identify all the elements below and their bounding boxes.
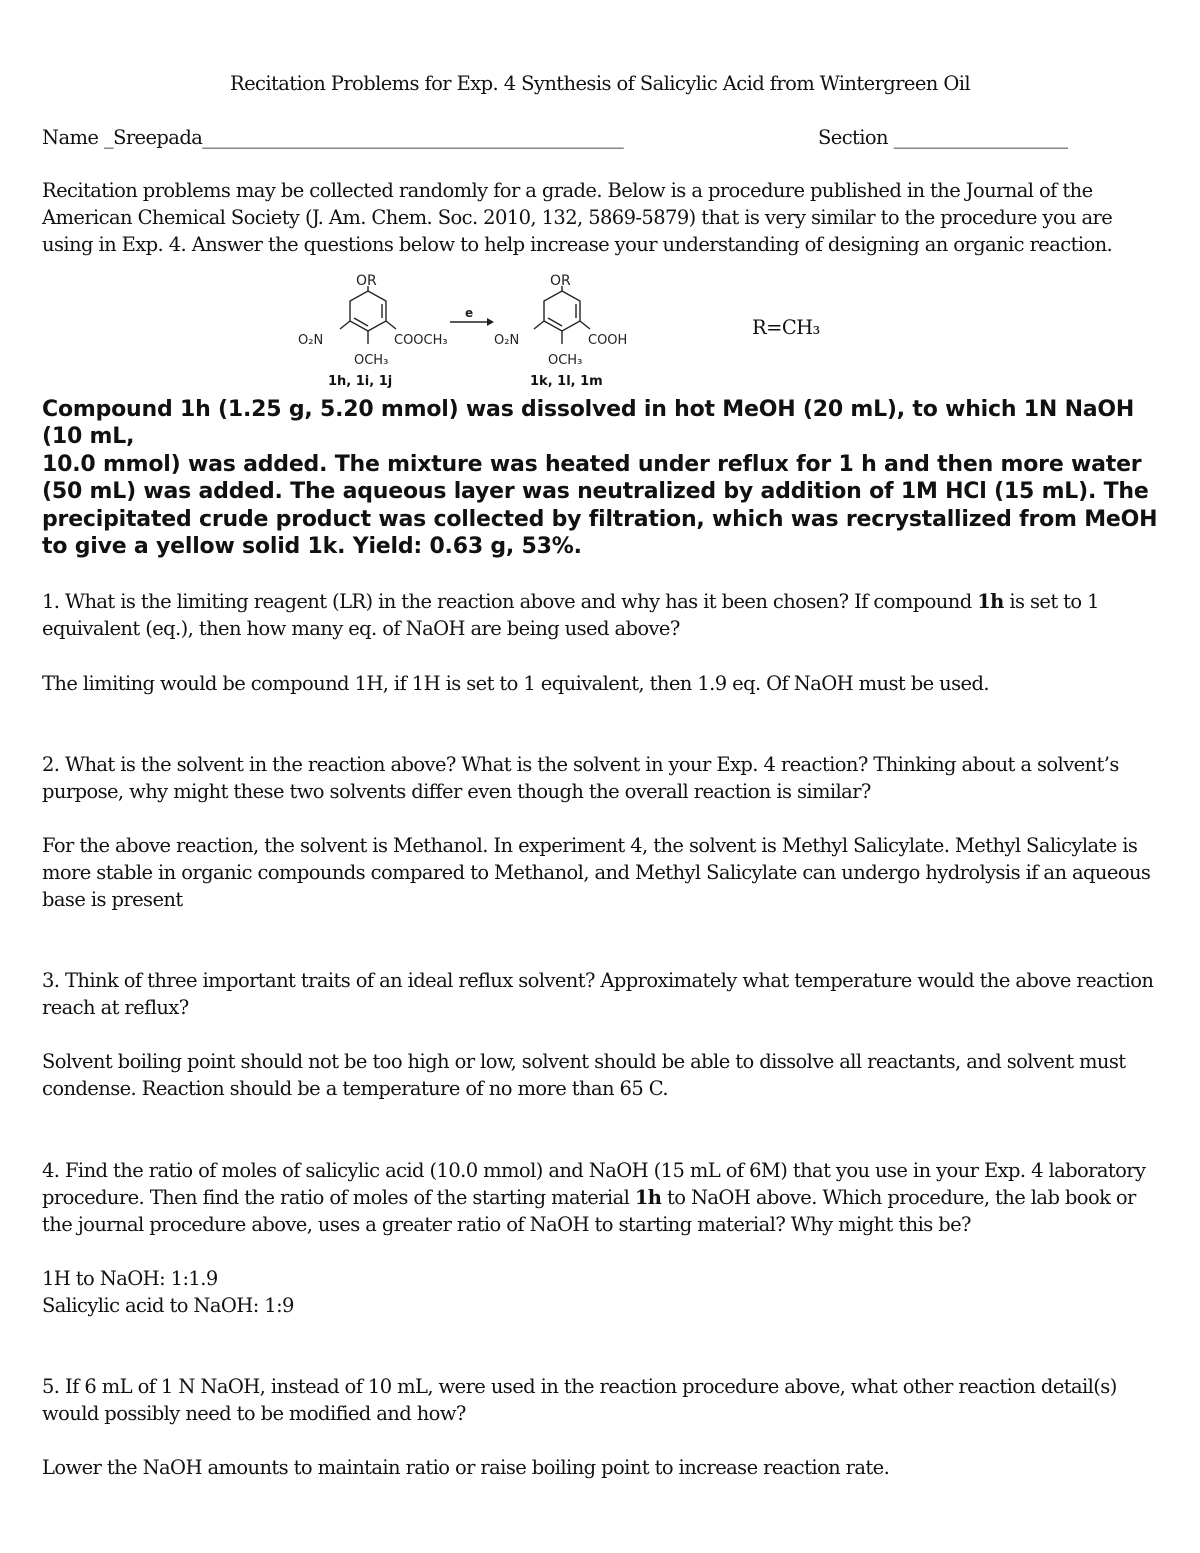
name-section-line [42, 124, 1152, 151]
procedure-line-1: (1.25 g, 5.20 mmol) was dissolved in hot MeOH (20 mL), to which 1N NaOH (10 mL, [42, 397, 1135, 450]
question-2: 2. What is the solvent in the reaction above? What is the solvent in your Exp. 4 reaction? Thinking about a solvent’s purpose, why might these two solvents differ even though the overall reaction is similar? [42, 753, 1119, 803]
arrow-label: e [465, 306, 474, 320]
answer-4-line-2: Salicylic acid to NaOH: 1:9 [42, 1294, 294, 1317]
product-bottom-group: OCH₃ [548, 353, 583, 368]
reactant-ester-group: COOCH₃ [394, 333, 448, 348]
section-field[interactable]: Section ___________________ [818, 126, 1068, 149]
compound-label: Compound 1h [42, 397, 211, 422]
procedure-tail: . Yield: 0.63 g, 53%. [337, 534, 582, 560]
reactant-bottom-group: OCH₃ [354, 353, 389, 368]
question-1-text: 1. What is the limiting reagent (LR) in the reaction above and why has it been chosen? If compound [42, 590, 978, 613]
answer-4-line-1: 1H to NaOH: 1:1.9 [42, 1267, 218, 1290]
procedure-line-2: 10.0 mmol) was added. The mixture was heated under reflux for 1 h and then more water (50 mL) was added. The aqueous layer was neutralized by addition of 1M HCl (15 mL). The precipitated crude product was collected by filtration, which was recrystallized from MeOH to give a yellow solid [42, 451, 1158, 560]
reactant-label: 1h, 1i, 1j [328, 374, 393, 389]
question-5: 5. If 6 mL of 1 N NaOH, instead of 10 mL, were used in the reaction procedure above, what other reaction detail(s) would possibly need to be modified and how? [42, 1375, 1117, 1425]
answer-1: The limiting would be compound 1H, if 1H is set to 1 equivalent, then 1.9 eq. Of NaOH must be used. [42, 672, 989, 695]
product-top-group: OR [550, 273, 571, 289]
question-4-compound: 1h [634, 1186, 662, 1209]
product-label: 1k, 1l, 1m [530, 374, 603, 389]
r-group-definition: R=CH₃ [752, 316, 820, 339]
reactant-top-group: OR [356, 273, 377, 289]
intro-paragraph: Recitation problems may be collected randomly for a grade. Below is a procedure published in the Journal of the American Chemical Society (J. Am. Chem. Soc. 2010, 132, 5869-5879) that is very similar to the procedure you are using in Exp. 4. Answer the questions below to help increase your understanding of designing an organic reaction. [42, 179, 1113, 256]
question-4 [42, 1157, 1162, 1238]
answer-5: Lower the NaOH amounts to maintain ratio or raise boiling point to increase reaction rate. [42, 1456, 890, 1479]
question-1 [42, 588, 1162, 642]
product-structure [534, 286, 590, 344]
reactant-nitro-group: O₂N [298, 333, 324, 348]
reactant-structure [340, 286, 396, 344]
question-4-text: 4. Find the ratio of moles of salicylic acid (10.0 mmol) and NaOH (15 mL of 6M) that you use in your Exp. 4 laboratory procedure. Then find the ratio of moles of the starting material [42, 1159, 1146, 1209]
procedure-paragraph [42, 396, 1167, 560]
question-1-text-end: is set to 1 equivalent (eq.), then how many eq. of NaOH are being used above? [42, 590, 1099, 640]
product-ref: 1k [307, 534, 338, 560]
question-3: 3. Think of three important traits of an ideal reflux solvent? Approximately what temperature would the above reaction reach at reflux? [42, 969, 1154, 1019]
name-field[interactable]: Name _Sreepada______________________________________________ [42, 126, 624, 149]
answer-2: For the above reaction, the solvent is Methanol. In experiment 4, the solvent is Methyl Salicylate. Methyl Salicylate is more stable in organic compounds compared to Methanol, and Methyl Salicylate can undergo hydrolysis if an aqueous base is present [42, 834, 1151, 911]
product-acid-group: COOH [588, 333, 628, 348]
question-4-text-end: to NaOH above. Which procedure, the lab book or the journal procedure above, uses a greater ratio of NaOH to starting material? Why might this be? [42, 1186, 1136, 1236]
answer-3: Solvent boiling point should not be too high or low, solvent should be able to dissolve all reactants, and solvent must condense. Reaction should be a temperature of no more than 65 C. [42, 1050, 1126, 1100]
product-nitro-group: O₂N [494, 333, 520, 348]
question-1-compound: 1h [977, 590, 1004, 613]
page-title: Recitation Problems for Exp. 4 Synthesis of Salicylic Acid from Wintergreen Oil [230, 72, 970, 95]
